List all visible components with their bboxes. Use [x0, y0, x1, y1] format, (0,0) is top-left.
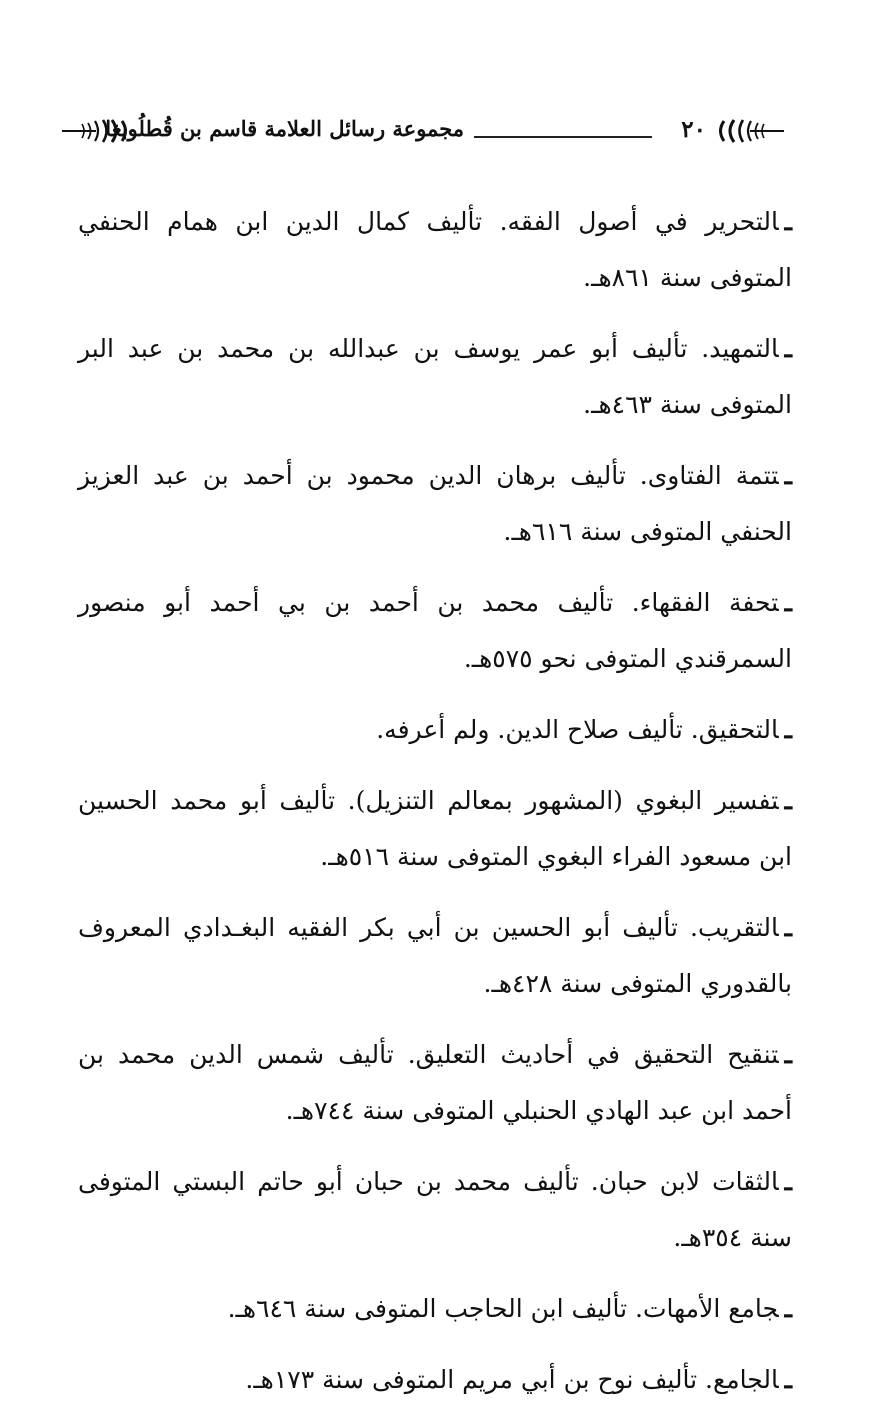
list-item	[78, 1352, 792, 1408]
list-item	[78, 575, 792, 687]
entry-dash: ـ	[784, 334, 792, 363]
entry-dash: ـ	[784, 1167, 792, 1196]
entry-text: التحرير في أصول الفقه. تأليف كمال الدين ابن همام الحنفي المتوفى سنة ٨٦١هـ.	[78, 207, 792, 292]
list-item	[78, 194, 792, 306]
entry-text: تتمة الفتاوى. تأليف برهان الدين محمود بن أحمد بن عبد العزيز الحنفي المتوفى سنة ٦١٦هـ.	[78, 461, 792, 546]
list-item	[78, 1027, 792, 1139]
list-item	[78, 1281, 792, 1337]
entry-text: التمهيد. تأليف أبو عمر يوسف بن عبدالله بن محمد بن عبد البر المتوفى سنة ٤٦٣هـ.	[78, 334, 792, 419]
entry-text: التقريب. تأليف أبو الحسين بن أبي بكر الفقيه البغـدادي المعروف بالقدوري المتوفى سنة ٤٢٨هـ.	[78, 913, 792, 998]
header-rule	[474, 136, 652, 138]
entry-dash: ـ	[784, 1365, 792, 1394]
ornament-right-icon	[714, 118, 784, 144]
list-item	[78, 702, 792, 758]
bibliography-list	[78, 194, 792, 1423]
entry-dash: ـ	[784, 207, 792, 236]
list-item	[78, 900, 792, 1012]
entry-dash: ـ	[784, 461, 792, 490]
entry-dash: ـ	[784, 913, 792, 942]
list-item	[78, 773, 792, 885]
page-number: ٢٠	[681, 116, 706, 143]
entry-dash: ـ	[784, 1294, 792, 1323]
page-header-title: مجموعة رسائل العلامة قاسم بن قُطلُوبغا	[105, 116, 464, 141]
entry-text: التحقيق. تأليف صلاح الدين. ولم أعرفه.	[376, 715, 779, 744]
list-item	[78, 321, 792, 433]
entry-dash: ـ	[784, 786, 792, 815]
entry-text: تنقيح التحقيق في أحاديث التعليق. تأليف شمس الدين محمد بن أحمد ابن عبد الهادي الحنبلي المتوفى سنة ٧٤٤هـ.	[78, 1040, 792, 1125]
entry-text: تحفة الفقهاء. تأليف محمد بن أحمد بن بي أحمد أبو منصور السمرقندي المتوفى نحو ٥٧٥هـ.	[78, 588, 792, 673]
running-header	[62, 112, 784, 152]
entry-text: تفسير البغوي (المشهور بمعالم التنزيل). تأليف أبو محمد الحسين ابن مسعود الفراء البغوي المتوفى سنة ٥١٦هـ.	[78, 786, 792, 871]
entry-text: الثقات لابن حبان. تأليف محمد بن حبان أبو حاتم البستي المتوفى سنة ٣٥٤هـ.	[78, 1167, 792, 1252]
entry-text: الجامع. تأليف نوح بن أبي مريم المتوفى سنة ١٧٣هـ.	[245, 1365, 779, 1394]
entry-text: جامع الأمهات. تأليف ابن الحاجب المتوفى سنة ٦٤٦هـ.	[227, 1294, 779, 1323]
entry-dash: ـ	[784, 1040, 792, 1069]
entry-dash: ـ	[784, 588, 792, 617]
entry-dash: ـ	[784, 715, 792, 744]
list-item	[78, 448, 792, 560]
list-item	[78, 1154, 792, 1266]
